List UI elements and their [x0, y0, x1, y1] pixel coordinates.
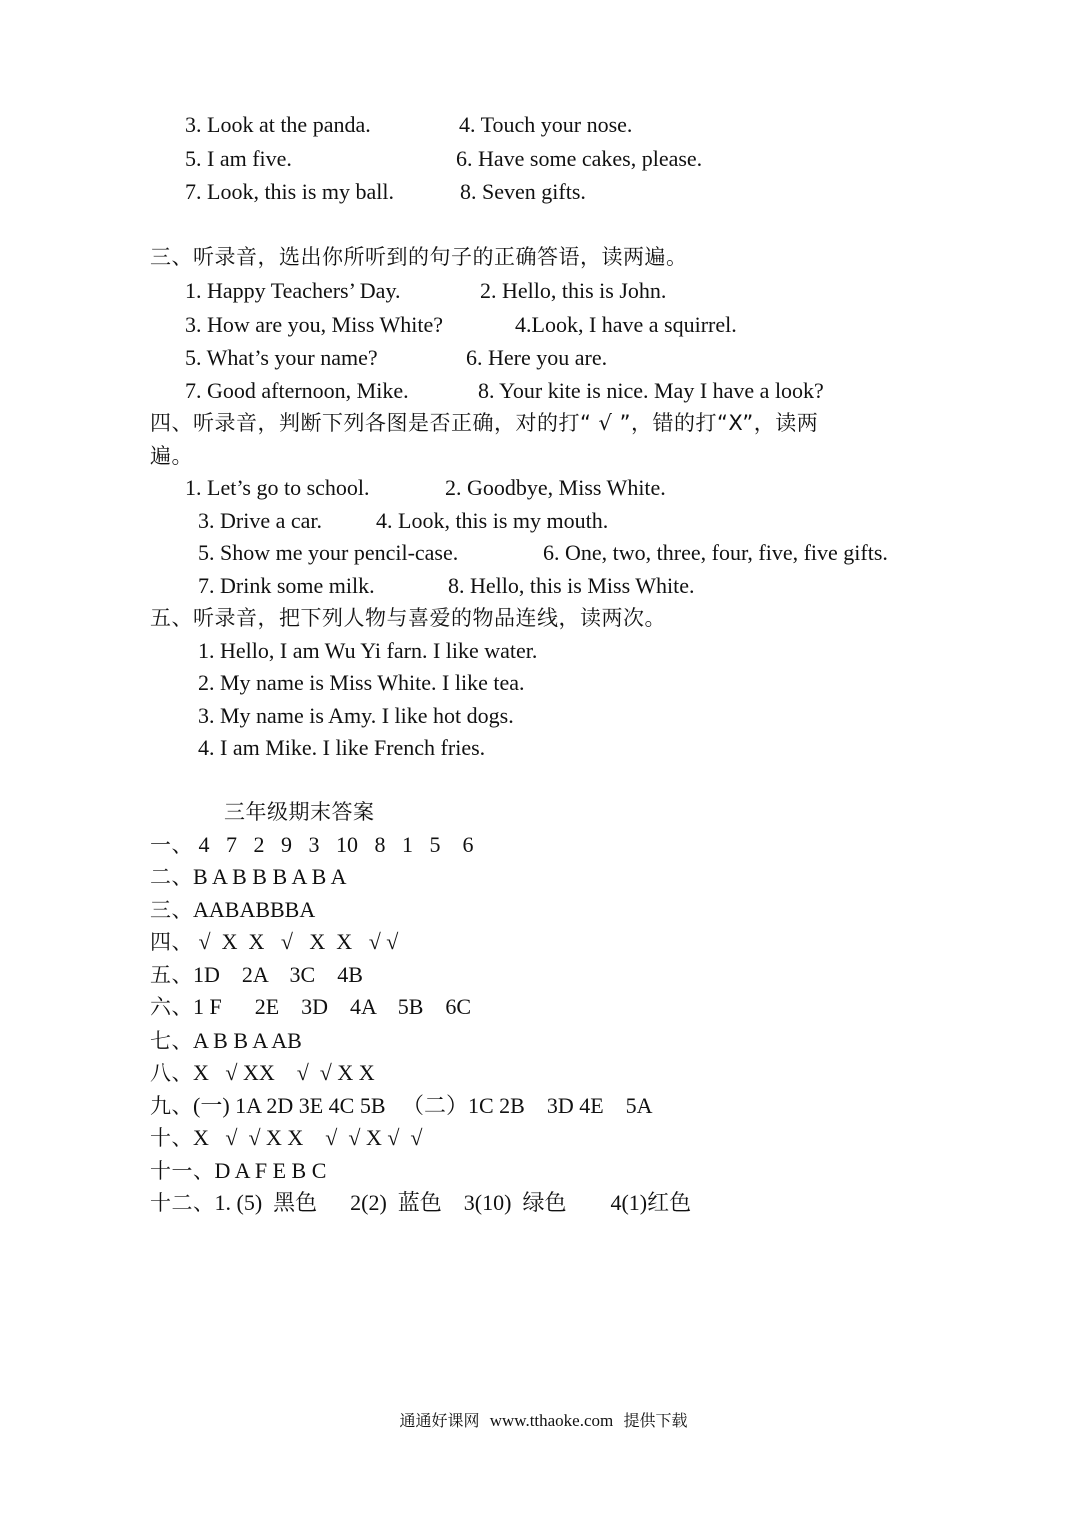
answer-label: 四、 [150, 930, 193, 954]
answer-value: X √ √ X X √ √ X √ √ [193, 1125, 423, 1150]
answer-row-12 [150, 1190, 691, 1216]
answer-label: 一、 [150, 833, 193, 857]
answer-row-8 [150, 1060, 375, 1086]
answer-row-10 [150, 1125, 423, 1151]
answer-value: √ X X √ X X √ √ [193, 929, 399, 954]
answer-value: (一) 1A 2D 3E 4C 5B （二）1C 2B 3D 4E 5A [193, 1093, 653, 1118]
part4-line-4a: 7. Drink some milk. [198, 573, 375, 598]
answer-value: 1 F 2E 3D 4A 5B 6C [193, 994, 472, 1019]
part5-heading: 五、听录音，把下列人物与喜爱的物品连线，读两次。 [150, 606, 666, 630]
answer-row-11 [150, 1158, 326, 1184]
part2-line-2b: 6. Have some cakes, please. [456, 146, 703, 171]
answer-label: 七、 [150, 1029, 193, 1053]
part2-line-1a: 3. Look at the panda. [185, 112, 371, 137]
part4-line-3a: 5. Show me your pencil-case. [198, 540, 459, 565]
answer-label: 三、 [150, 898, 193, 922]
part4-heading-line1: 四、听录音，判断下列各图是否正确，对的打“ √ ”，错的打“X”，读两 [150, 411, 819, 435]
answer-label: 十二、 [150, 1191, 215, 1215]
answer-label: 九、 [150, 1094, 193, 1118]
part2-line-1b: 4. Touch your nose. [459, 112, 633, 137]
answer-row-2 [150, 864, 346, 890]
answer-label: 六、 [150, 995, 193, 1019]
part3-line-4b: 8. Your kite is nice. May I have a look? [478, 378, 824, 403]
answer-value: X √ XX √ √ X X [193, 1060, 375, 1085]
part4-line-2b: 4. Look, this is my mouth. [376, 508, 609, 533]
footer-suffix: 提供下载 [623, 1411, 688, 1430]
part3-line-2a: 3. How are you, Miss White? [185, 312, 444, 337]
answer-value: D A F E B C [214, 1158, 327, 1183]
footer-site-name: 通通好课网 [399, 1411, 480, 1430]
answer-row-1 [150, 832, 474, 858]
footer-url[interactable]: www.tthaoke.com [489, 1411, 614, 1430]
part4-line-3b: 6. One, two, three, four, five, five gifts. [543, 540, 888, 565]
part2-line-3b: 8. Seven gifts. [460, 179, 586, 204]
answer-row-3 [150, 897, 315, 923]
part4-line-2a: 3. Drive a car. [198, 508, 322, 533]
part2-line-3a: 7. Look, this is my ball. [185, 179, 394, 204]
part3-heading: 三、听录音，选出你所听到的句子的正确答语，读两遍。 [150, 245, 688, 269]
answer-label: 十一、 [150, 1159, 215, 1183]
part4-line-1b: 2. Goodbye, Miss White. [445, 475, 666, 500]
answer-label: 二、 [150, 865, 193, 889]
part4-heading-line2: 遍。 [150, 444, 193, 468]
answer-value: 1. (5) 黑色 2(2) 蓝色 3(10) 绿色 4(1)红色 [214, 1190, 692, 1215]
part3-line-4a: 7. Good afternoon, Mike. [185, 378, 409, 403]
answer-row-7 [150, 1028, 302, 1054]
part4-line-4b: 8. Hello, this is Miss White. [448, 573, 695, 598]
answer-value: 4 7 2 9 3 10 8 1 5 6 [193, 832, 474, 857]
part3-line-3b: 6. Here you are. [466, 345, 608, 370]
part3-line-3a: 5. What’s your name? [185, 345, 378, 370]
part4-line-1a: 1. Let’s go to school. [185, 475, 370, 500]
answer-label: 五、 [150, 963, 193, 987]
part2-line-2a: 5. I am five. [185, 146, 292, 171]
part5-line-1: 1. Hello, I am Wu Yi farn. I like water. [198, 638, 538, 663]
part5-line-2: 2. My name is Miss White. I like tea. [198, 670, 525, 695]
part3-line-1b: 2. Hello, this is John. [480, 278, 667, 303]
answer-value: 1D 2A 3C 4B [193, 962, 363, 987]
answer-value: A B B A AB [193, 1028, 302, 1053]
part5-line-3: 3. My name is Amy. I like hot dogs. [198, 703, 514, 728]
answer-row-4 [150, 929, 398, 955]
answer-label: 八、 [150, 1061, 193, 1085]
part5-line-4: 4. I am Mike. I like French fries. [198, 735, 486, 760]
answer-row-6 [150, 994, 471, 1020]
answer-row-5 [150, 962, 363, 988]
answer-value: AABABBBA [193, 897, 316, 922]
answer-row-9 [150, 1093, 653, 1119]
answer-label: 十、 [150, 1126, 193, 1150]
part3-line-2b: 4.Look, I have a squirrel. [515, 312, 737, 337]
answers-title: 三年级期末答案 [224, 800, 375, 824]
page-footer [0, 1408, 1087, 1431]
part3-line-1a: 1. Happy Teachers’ Day. [185, 278, 401, 303]
answer-value: B A B B B A B A [193, 864, 347, 889]
